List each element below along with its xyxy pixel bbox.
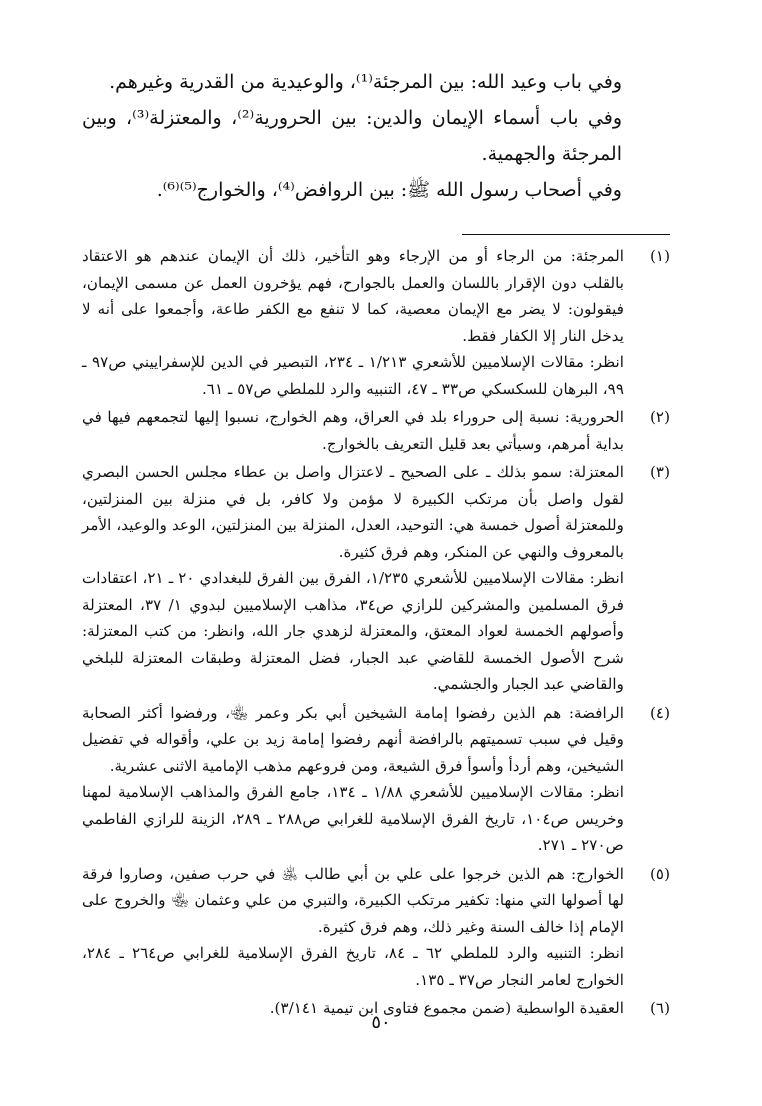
footnote-divider [462,234,670,235]
footnote-4 [82,700,670,859]
footnote-text: الحرورية: نسبة إلى حروراء بلد في العراق، وهم الخوارج، نسبوا إليها لتجمعهم فيها في بداية أمرهم، وسيأتي بعد قليل التعريف بالخوارج. [82,408,624,453]
footnote-3 [82,459,670,698]
footnote-references: انظر: مقالات الإسلاميين للأشعري ١/٢٣٥، الفرق بين الفرق للبغدادي ٢٠ ـ ٢١، اعتقادات فرق المسلمين والمشركين للرازي ص٣٤، مذاهب الإسلاميين لبدوي ١/ ٣٧، المعتزلة وأصولهم الخمسة لعواد المعتق، والمعتزلة لزهدي جار الله، وانظر: من كتب المعتزلة: شرح الأصول الخمسة للقاضي عبد الجبار، فضل المعتزلة وطبقات المعتزلة للبلخي والقاضي عبد الجبار والجشمي. [82,569,625,693]
footnote-number: (٢) [649,408,670,426]
footnote-text: الرافضة: هم الذين رفضوا إمامة الشيخين أبي بكر وعمر ﵄، ورفضوا أكثر الصحابة وقيل في سبب تسميتهم بالرافضة أنهم رفضوا إمامة زيد بن علي، وأقواله في تفضيل الشيخين، وهم أردأ وأسوأ فرق الشيعة، ومن فروعهم مذهب الإمامية الاثنى عشرية. [82,703,624,775]
main-paragraph-3: وفي أصحاب رسول الله ﷺ: بين الروافض⁽⁴⁾، والخوارج⁽⁵⁾⁽⁶⁾. [156,179,622,201]
footnote-number: (٣) [649,463,670,481]
footnote-number: (١) [649,247,670,265]
footnote-number: (٤) [649,703,670,722]
main-paragraph-2: وفي باب أسماء الإيمان والدين: بين الحرورية⁽²⁾، والمعتزلة⁽³⁾، وبين المرجئة والجهمية. [82,107,623,165]
page-number: ٥٠ [371,1012,391,1033]
footnote-5 [82,861,670,994]
footnote-references: انظر: التنبيه والرد للملطي ٦٢ ـ ٨٤، تاريخ الفرق الإسلامية للغرابي ص٢٦٤ ـ ٢٨٤، الخوارج لعامر النجار ص٣٧ ـ ١٣٥. [82,944,625,989]
footnotes [82,243,670,1022]
footnote-text: العقيدة الواسطية (ضمن مجموع فتاوى ابن تيمية ٣/١٤١). [269,999,624,1017]
footnote-references: انظر: مقالات الإسلاميين للأشعري ١/٨٨ ـ ١٣٤، جامع الفرق والمذاهب الإسلامية لمهنا وخريس ص١٠٤، تاريخ الفرق الإسلامية للغرابي ص٢٨٨ ـ ٢٨٩، الزينة للرازي الفاطمي ص٢٧٠ ـ ٢٧١. [82,783,624,854]
footnote-text: المعتزلة: سمو بذلك ـ على الصحيح ـ لاعتزال واصل بن عطاء مجلس الحسن البصري لقول واصل بأن مرتكب الكبيرة لا مؤمن ولا كافر، بل في منزلة بين المنزلتين، وللمعتزلة أصول خمسة هي: التوحيد، العدل، المنزلة بين المنزلتين، الوعد والوعيد، الأمر بالمعروف والنهي عن المنكر، وهم فرق كثيرة. [82,463,624,561]
footnote-references: انظر: مقالات الإسلاميين للأشعري ١/٢١٣ ـ ٢٣٤، التبصير في الدين للإسفراييني ص٩٧ ـ ٩٩، البرهان للسكسكي ص٣٣ ـ ٤٧، التنبيه والرد للملطي ص٥٧ ـ ٦١. [82,353,624,398]
footnote-number: (٥) [649,864,670,883]
footnote-text: الخوارج: هم الذين خرجوا على علي بن أبي طالب ﵁ في حرب صفين، وصاروا فرقة لها أصولها التي منها: تكفير مرتكب الكبيرة، والتبري من علي وعثمان ﵄ والخروج على الإمام إذا خالف السنة وغير ذلك، وهم فرق كثيرة. [82,864,624,936]
footnote-2 [82,404,670,457]
footnote-1 [82,243,670,402]
footnote-number: (٦) [649,999,670,1017]
main-paragraph-1: وفي باب وعيد الله: بين المرجئة⁽¹⁾، والوعيدية من القدرية وغيرهم. [109,71,622,93]
footnote-text: المرجئة: من الرجاء أو من الإرجاء وهو التأخير، ذلك أن الإيمان عندهم هو الاعتقاد بالقلب دون الإقرار باللسان والعمل بالجوارح، فهم يؤخرون العمل عن مسمى الإيمان، فيقولون: لا يضر مع الإيمان معصية، كما لا تنفع مع الكفر طاعة، وأجمعوا على أنه لا يدخل النار إلا الكفار فقط. [82,247,624,345]
main-text [82,64,670,208]
